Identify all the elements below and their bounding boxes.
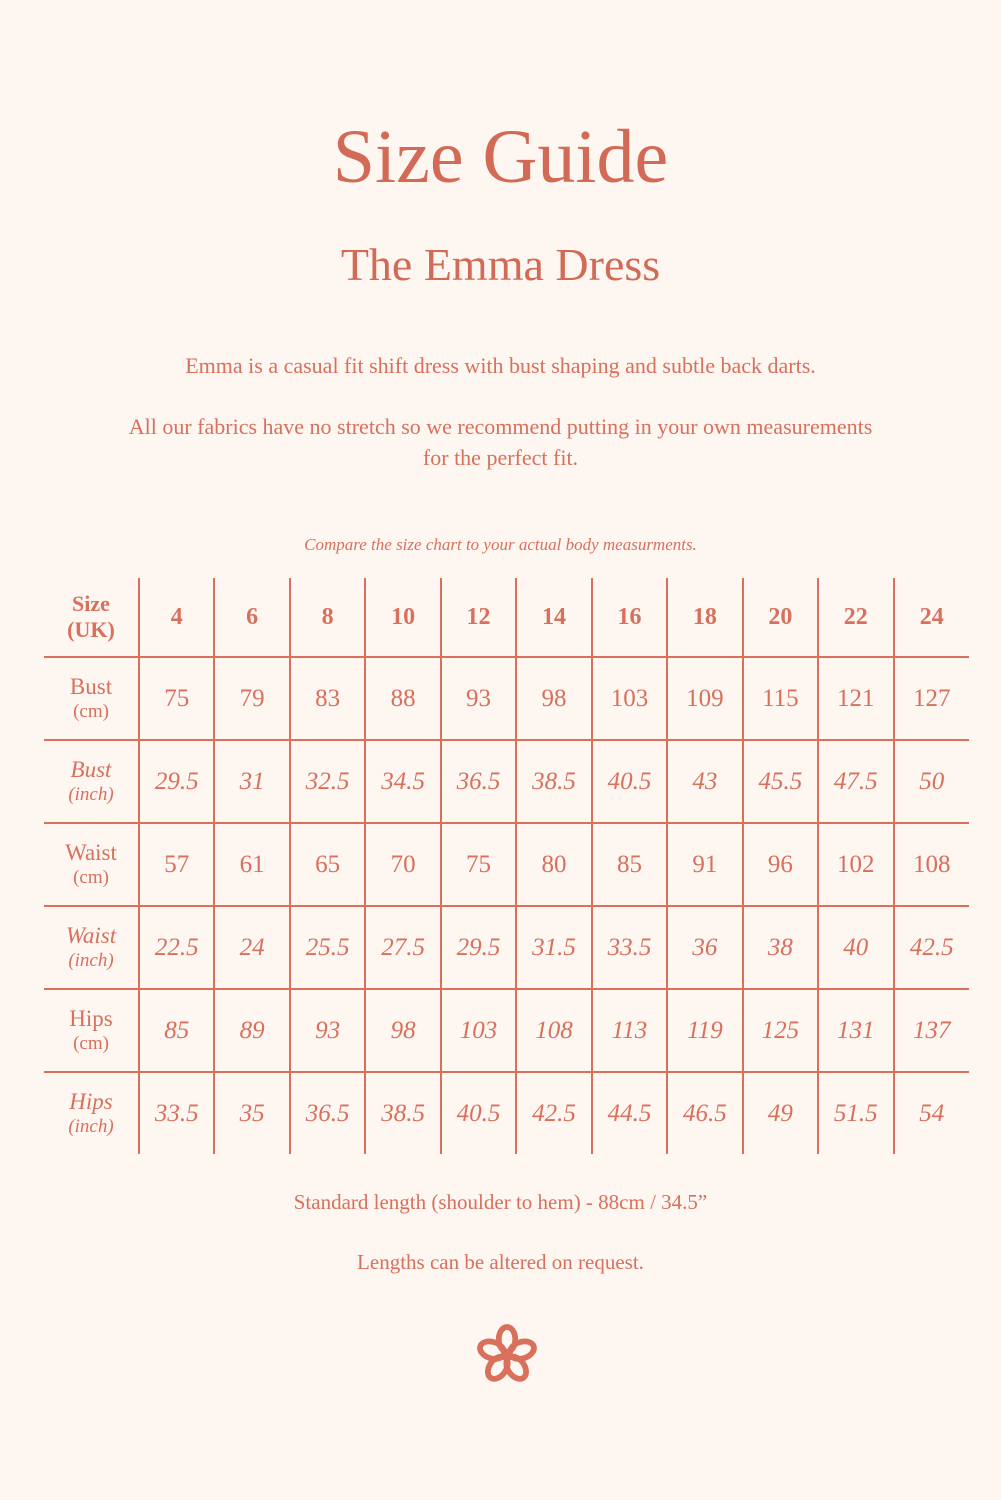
table-cell: 98 <box>365 989 440 1072</box>
table-cell: 33.5 <box>592 906 667 989</box>
table-cell: 43 <box>667 740 742 823</box>
row-label <box>44 657 139 740</box>
table-cell: 65 <box>290 823 365 906</box>
table-cell: 75 <box>441 823 516 906</box>
size-header-cell: 18 <box>667 578 742 657</box>
table-cell: 108 <box>894 823 969 906</box>
table-cell: 42.5 <box>516 1072 591 1154</box>
size-header-label <box>44 578 139 657</box>
table-cell: 25.5 <box>290 906 365 989</box>
table-cell: 89 <box>214 989 289 1072</box>
table-cell: 54 <box>894 1072 969 1154</box>
table-cell: 40.5 <box>441 1072 516 1154</box>
flower-icon <box>469 1322 545 1388</box>
table-cell: 137 <box>894 989 969 1072</box>
standard-length-note: Standard length (shoulder to hem) - 88cm / 34.5” <box>293 1190 708 1214</box>
table-cell: 121 <box>818 657 893 740</box>
table-cell: 93 <box>290 989 365 1072</box>
table-cell: 75 <box>139 657 214 740</box>
table-cell: 40 <box>818 906 893 989</box>
bust-cm-row <box>44 657 969 740</box>
table-cell: 31 <box>214 740 289 823</box>
size-header-cell: 16 <box>592 578 667 657</box>
description-fit: Emma is a casual fit shift dress with bust shaping and subtle back darts. <box>185 353 816 378</box>
table-cell: 29.5 <box>441 906 516 989</box>
size-header-cell: 8 <box>290 578 365 657</box>
table-cell: 45.5 <box>743 740 818 823</box>
table-cell: 33.5 <box>139 1072 214 1154</box>
row-label-unit: (cm) <box>73 700 109 722</box>
hips-inch-row <box>44 1072 969 1154</box>
size-header-cell: 6 <box>214 578 289 657</box>
table-cell: 46.5 <box>667 1072 742 1154</box>
row-label-unit: (cm) <box>73 1032 109 1054</box>
size-header-cell: 20 <box>743 578 818 657</box>
table-cell: 38 <box>743 906 818 989</box>
row-label <box>44 989 139 1072</box>
table-cell: 113 <box>592 989 667 1072</box>
page-subtitle: The Emma Dress <box>340 239 661 290</box>
table-cell: 36.5 <box>441 740 516 823</box>
comparison-note: Compare the size chart to your actual body measurments. <box>304 535 697 554</box>
table-cell: 88 <box>365 657 440 740</box>
size-header-cell: 4 <box>139 578 214 657</box>
row-label <box>44 740 139 823</box>
table-cell: 34.5 <box>365 740 440 823</box>
table-cell: 93 <box>441 657 516 740</box>
row-label-text: Hips <box>69 1005 113 1031</box>
size-header-unit: (UK) <box>67 617 115 642</box>
description-fabric: All our fabrics have no stretch so we recommend putting in your own measurements for the perfect fit. <box>128 414 873 470</box>
table-cell: 57 <box>139 823 214 906</box>
row-label <box>44 823 139 906</box>
table-cell: 40.5 <box>592 740 667 823</box>
table-cell: 70 <box>365 823 440 906</box>
row-label-unit: (inch) <box>68 949 114 971</box>
row-label-text: Waist <box>65 839 117 865</box>
size-header-text: Size <box>72 591 110 616</box>
table-cell: 125 <box>743 989 818 1072</box>
alteration-note: Lengths can be altered on request. <box>357 1250 644 1274</box>
table-cell: 31.5 <box>516 906 591 989</box>
table-cell: 32.5 <box>290 740 365 823</box>
table-cell: 38.5 <box>365 1072 440 1154</box>
table-cell: 29.5 <box>139 740 214 823</box>
table-cell: 38.5 <box>516 740 591 823</box>
table-cell: 36 <box>667 906 742 989</box>
table-cell: 79 <box>214 657 289 740</box>
table-cell: 83 <box>290 657 365 740</box>
row-label-text: Waist <box>65 922 117 948</box>
table-cell: 80 <box>516 823 591 906</box>
table-cell: 36.5 <box>290 1072 365 1154</box>
size-header-cell: 14 <box>516 578 591 657</box>
size-header-cell: 12 <box>441 578 516 657</box>
table-cell: 47.5 <box>818 740 893 823</box>
row-label <box>44 906 139 989</box>
table-cell: 119 <box>667 989 742 1072</box>
table-cell: 103 <box>592 657 667 740</box>
table-cell: 27.5 <box>365 906 440 989</box>
table-cell: 24 <box>214 906 289 989</box>
table-cell: 35 <box>214 1072 289 1154</box>
page-title: Size Guide <box>332 115 669 199</box>
table-cell: 44.5 <box>592 1072 667 1154</box>
table-cell: 61 <box>214 823 289 906</box>
row-label-text: Bust <box>70 756 112 782</box>
table-cell: 98 <box>516 657 591 740</box>
table-cell: 91 <box>667 823 742 906</box>
size-header-cell: 10 <box>365 578 440 657</box>
row-label-unit: (inch) <box>68 783 114 805</box>
hips-cm-row <box>44 989 969 1072</box>
table-cell: 85 <box>139 989 214 1072</box>
table-cell: 102 <box>818 823 893 906</box>
table-cell: 103 <box>441 989 516 1072</box>
size-header-cell: 24 <box>894 578 969 657</box>
table-cell: 85 <box>592 823 667 906</box>
size-chart-table <box>44 578 969 1154</box>
row-label <box>44 1072 139 1154</box>
table-cell: 109 <box>667 657 742 740</box>
table-cell: 22.5 <box>139 906 214 989</box>
row-label-unit: (inch) <box>68 1115 114 1137</box>
table-cell: 49 <box>743 1072 818 1154</box>
row-label-text: Bust <box>69 673 113 699</box>
row-label-unit: (cm) <box>73 866 109 888</box>
size-header-cell: 22 <box>818 578 893 657</box>
waist-cm-row <box>44 823 969 906</box>
table-cell: 51.5 <box>818 1072 893 1154</box>
table-cell: 108 <box>516 989 591 1072</box>
table-cell: 127 <box>894 657 969 740</box>
table-cell: 96 <box>743 823 818 906</box>
table-cell: 50 <box>894 740 969 823</box>
waist-inch-row <box>44 906 969 989</box>
table-cell: 115 <box>743 657 818 740</box>
table-cell: 42.5 <box>894 906 969 989</box>
row-label-text: Hips <box>69 1088 113 1114</box>
bust-inch-row <box>44 740 969 823</box>
size-header-row <box>44 578 969 657</box>
table-cell: 131 <box>818 989 893 1072</box>
